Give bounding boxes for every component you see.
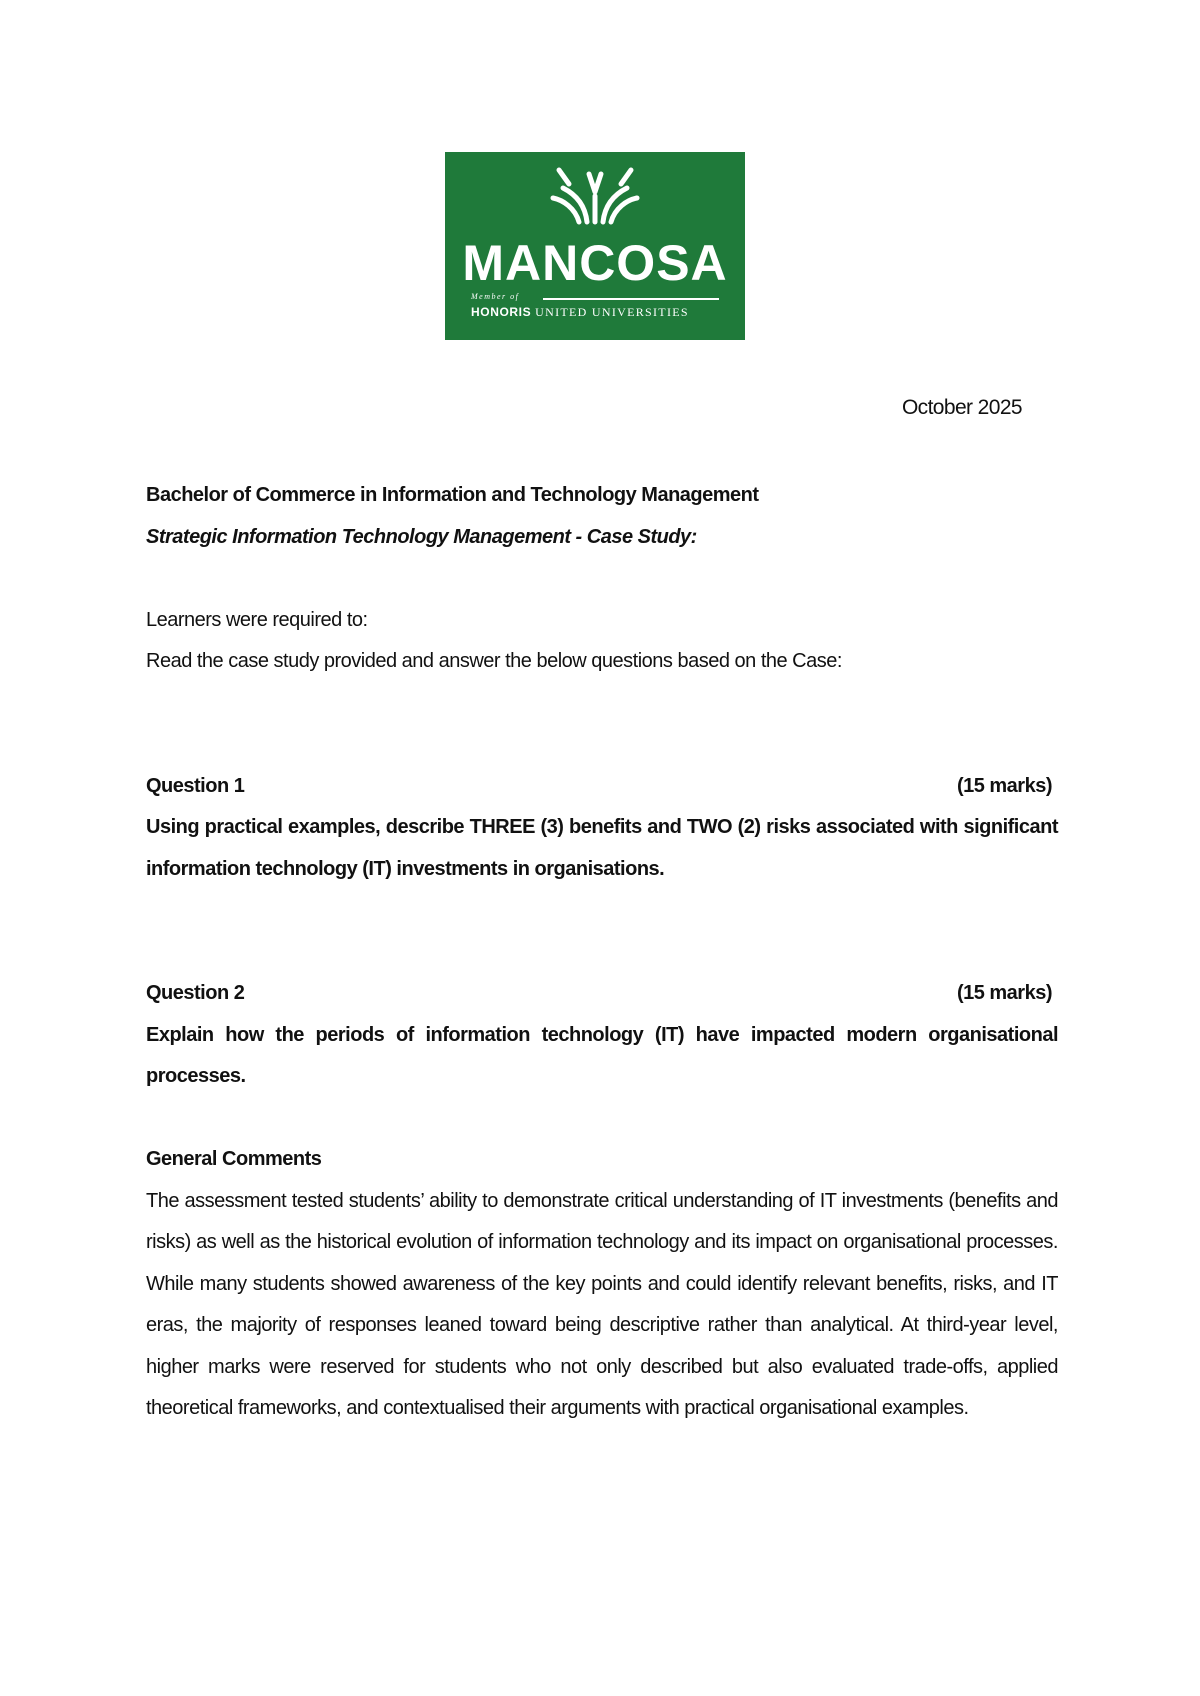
question-2-text: Explain how the periods of information technology (IT) have impacted modern organisational processes. xyxy=(146,1023,1058,1087)
question-1-label: Question 1 xyxy=(146,774,245,797)
module-title: Strategic Information Technology Management - Case Study: xyxy=(146,525,697,548)
spacer xyxy=(146,724,1058,766)
logo-wordmark: MANCOSA xyxy=(462,235,728,291)
question-2-header xyxy=(146,973,1058,1015)
programme-title: Bachelor of Commerce in Information and Technology Management xyxy=(146,484,759,506)
question-1-header xyxy=(146,766,1058,808)
general-comments-body: The assessment tested students’ ability to demonstrate critical understanding of IT investments (benefits and risks) as well as the historical evolution of information technology and its impact on organisational processes. While many students showed awareness of the key points and could identify relevant benefits, risks, and IT eras, the majority of responses leaned toward being descriptive rather than analytical. At third-year level, higher marks were reserved for students who not only described but also evaluated trade-offs, applied theoretical frameworks, and contextualised their arguments with practical organisational examples. xyxy=(146,1189,1058,1419)
spacer xyxy=(146,558,1058,600)
question-2-marks: (15 marks) xyxy=(956,982,1052,1004)
spacer xyxy=(146,890,1058,932)
spacer xyxy=(146,1098,1058,1140)
document-body xyxy=(146,475,1058,1430)
mancosa-logo xyxy=(445,152,745,340)
logo-divider xyxy=(543,298,719,300)
logo-network-rest: UNITED UNIVERSITIES xyxy=(535,305,689,319)
logo-network xyxy=(471,305,689,320)
spacer xyxy=(146,683,1058,725)
document-date: October 2025 xyxy=(901,396,1022,419)
question-1-marks: (15 marks) xyxy=(956,774,1052,797)
logo-member-of: Member of xyxy=(471,292,520,301)
instructions-intro: Learners were required to: xyxy=(146,608,368,631)
question-1-text: Using practical examples, describe THREE (3) benefits and TWO (2) risks associated with significant information technology (IT) investments in organisations. xyxy=(146,816,1058,880)
general-comments-heading: General Comments xyxy=(146,1148,322,1170)
spacer xyxy=(146,932,1058,974)
question-2-label: Question 2 xyxy=(146,982,245,1004)
instructions-task: Read the case study provided and answer the below questions based on the Case: xyxy=(146,650,842,672)
logo-network-bold: HONORIS xyxy=(471,305,532,319)
